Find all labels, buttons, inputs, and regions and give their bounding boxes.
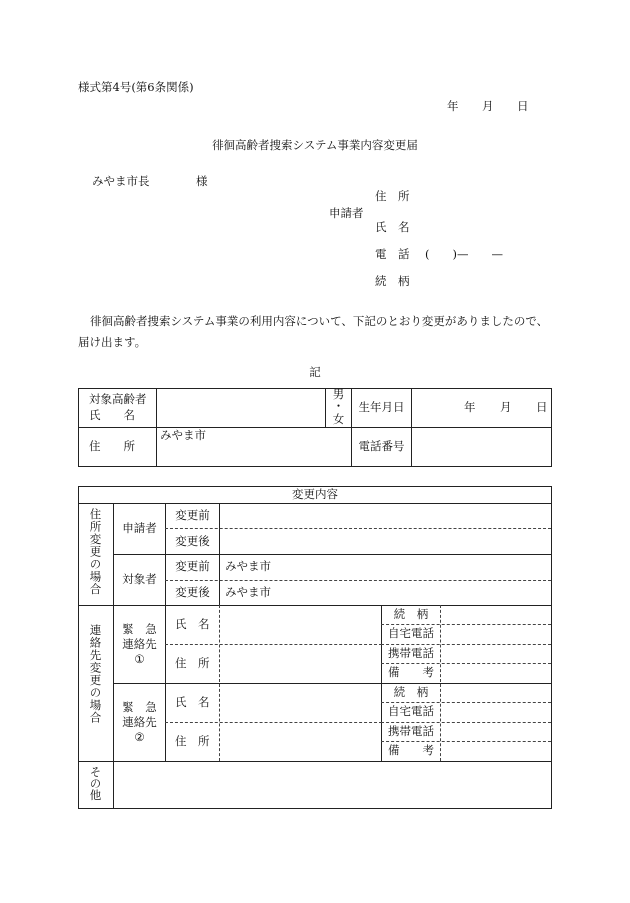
emergency1-notes-label: 備 考 bbox=[388, 665, 434, 679]
addressee-honorific: 様 bbox=[196, 174, 208, 188]
emergency1-mobile-phone-label: 携帯電話 bbox=[388, 646, 434, 660]
birth-year: 年 bbox=[464, 400, 476, 414]
date-year: 年 bbox=[447, 99, 459, 113]
emergency1-relation-label: 続 柄 bbox=[393, 607, 429, 621]
change-content-header: 変更内容 bbox=[292, 487, 338, 501]
addressee-name: みやま市長 bbox=[92, 174, 150, 188]
emergency1-line3: ① bbox=[134, 652, 145, 666]
emergency1-line2: 連絡先 bbox=[122, 637, 157, 651]
contact-change-section-label: 連絡先変更の場合 bbox=[88, 624, 103, 724]
emergency1-line1: 緊 急 bbox=[122, 622, 157, 636]
emergency2-home-phone-label: 自宅電話 bbox=[388, 704, 434, 718]
applicant-relation-label: 続 柄 bbox=[375, 274, 410, 288]
emergency2-name-label: 氏 名 bbox=[175, 695, 210, 709]
target-before-label: 変更前 bbox=[175, 559, 210, 573]
applicant-after-label: 変更後 bbox=[175, 534, 210, 548]
emergency1-home-phone-label: 自宅電話 bbox=[388, 626, 434, 640]
emergency2-line2: 連絡先 bbox=[122, 715, 157, 729]
date-day: 日 bbox=[517, 99, 529, 113]
target-after-label: 変更後 bbox=[175, 585, 210, 599]
applicant-label: 申請者 bbox=[329, 206, 364, 220]
other-label: その他 bbox=[88, 766, 103, 801]
birth-label: 生年月日 bbox=[358, 400, 405, 414]
birth-day: 日 bbox=[536, 400, 548, 414]
emergency1-address-label: 住 所 bbox=[175, 656, 210, 670]
applicant-phone-format: ( )— — bbox=[425, 247, 503, 261]
target-before-city: みやま市 bbox=[225, 559, 271, 573]
target-label-line2: 氏 名 bbox=[89, 408, 135, 422]
address-value: みやま市 bbox=[160, 428, 206, 442]
emergency2-relation-label: 続 柄 bbox=[393, 685, 429, 699]
target-label-line1: 対象高齢者 bbox=[89, 392, 147, 406]
date-month: 月 bbox=[482, 99, 494, 113]
ki-label: 記 bbox=[309, 365, 321, 379]
target-after-city: みやま市 bbox=[225, 585, 271, 599]
form-number: 様式第4号(第6条関係) bbox=[78, 80, 194, 94]
page-title: 徘徊高齢者捜索システム事業内容変更届 bbox=[212, 138, 418, 152]
emergency2-notes-label: 備 考 bbox=[388, 743, 434, 757]
address-change-section-label: 住所変更の場合 bbox=[88, 508, 103, 596]
applicant-address-label: 住 所 bbox=[375, 189, 410, 203]
applicant-row-label: 申請者 bbox=[122, 521, 157, 535]
emergency2-line1: 緊 急 bbox=[122, 700, 157, 714]
applicant-phone-label: 電 話 bbox=[375, 247, 410, 261]
applicant-before-label: 変更前 bbox=[175, 508, 210, 522]
sex-male: 男 bbox=[332, 387, 345, 401]
applicant-name-label: 氏 名 bbox=[375, 220, 410, 234]
address-label: 住 所 bbox=[89, 439, 135, 453]
sex-dot: ・ bbox=[332, 399, 345, 413]
emergency1-name-label: 氏 名 bbox=[175, 617, 210, 631]
phone-label: 電話番号 bbox=[358, 439, 405, 453]
emergency2-line3: ② bbox=[134, 730, 145, 744]
body-text: 徘徊高齢者捜索システム事業の利用内容について、下記のとおり変更がありましたので、届け出ます。 bbox=[78, 314, 549, 349]
emergency2-address-label: 住 所 bbox=[175, 734, 210, 748]
birth-month: 月 bbox=[500, 400, 512, 414]
target-row-label: 対象者 bbox=[122, 572, 157, 586]
sex-female: 女 bbox=[332, 412, 345, 426]
emergency2-mobile-phone-label: 携帯電話 bbox=[388, 724, 434, 738]
